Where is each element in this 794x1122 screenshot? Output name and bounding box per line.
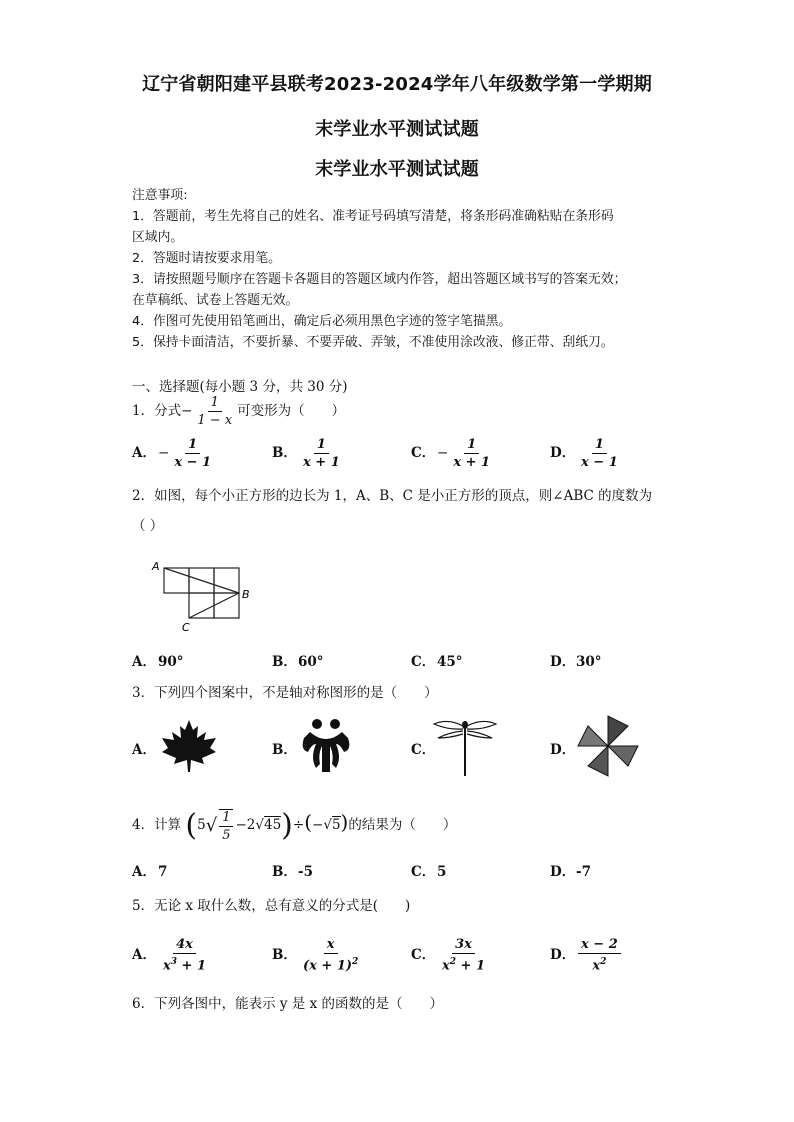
q4-option-b[interactable] bbox=[272, 860, 313, 880]
denominator: 5 bbox=[222, 827, 231, 843]
numerator: 4x bbox=[173, 937, 196, 954]
denominator: $x^2$ bbox=[592, 957, 607, 974]
fraction bbox=[171, 437, 214, 470]
notice-heading: 注意事项: bbox=[132, 188, 188, 203]
option-label: A． bbox=[132, 654, 156, 670]
fraction bbox=[578, 437, 621, 470]
option-label: B． bbox=[272, 946, 297, 963]
numerator: 1 bbox=[592, 437, 607, 454]
denominator: x + 1 bbox=[303, 455, 340, 470]
q5-option-a[interactable] bbox=[132, 937, 211, 973]
point-c-label: C bbox=[182, 621, 190, 634]
q4-option-d[interactable] bbox=[550, 860, 591, 880]
option-label: D． bbox=[550, 742, 576, 758]
q5-option-b[interactable] bbox=[272, 937, 363, 973]
option-value: 45° bbox=[437, 654, 463, 670]
option-value: -5 bbox=[298, 864, 313, 880]
denominator: $x^3 + 1$ bbox=[163, 957, 207, 974]
q4-option-a[interactable] bbox=[132, 860, 167, 880]
numerator: 3x bbox=[452, 937, 475, 954]
numerator: x − 2 bbox=[578, 937, 621, 954]
notice-item: 4．作图可先使用铅笔画出，确定后必须用黑色字迹的签字笔描黑。 bbox=[132, 314, 512, 329]
notice-item: 3．请按照题号顺序在答题卡各题目的答题区域内作答，超出答题区域书写的答案无效； bbox=[132, 272, 627, 287]
fraction bbox=[450, 437, 493, 470]
option-value: 7 bbox=[158, 864, 168, 880]
option-label: C． bbox=[411, 946, 436, 963]
question-3: 3．下列四个图案中，不是轴对称图形的是（ ） bbox=[132, 685, 438, 701]
question-2-paren: （ ） bbox=[132, 518, 164, 534]
numerator: 1 bbox=[185, 437, 200, 454]
radicand: 45 bbox=[263, 817, 282, 833]
numerator: 1 bbox=[208, 395, 222, 412]
option-value: 30° bbox=[576, 654, 602, 670]
option-value: 60° bbox=[298, 654, 324, 670]
fraction bbox=[160, 937, 209, 973]
minus-sign: − bbox=[158, 445, 170, 461]
option-label: A． bbox=[132, 946, 156, 963]
option-label: C． bbox=[411, 864, 436, 880]
maple-leaf-icon bbox=[158, 718, 220, 774]
option-value: 5 bbox=[437, 864, 447, 880]
question-4-suffix: 的结果为（ ） bbox=[348, 817, 457, 833]
question-1-prefix: 1．分式 bbox=[132, 403, 182, 419]
numerator: x bbox=[324, 937, 338, 954]
fraction bbox=[194, 395, 235, 428]
flower-emblem-icon bbox=[296, 716, 356, 778]
option-label: B． bbox=[272, 742, 297, 758]
question-4 bbox=[132, 808, 456, 843]
notice-item: 在草稿纸、试卷上答题无效。 bbox=[132, 293, 299, 308]
section-heading: 一、选择题(每小题 3 分，共 30 分) bbox=[132, 379, 348, 395]
dragonfly-icon bbox=[430, 716, 500, 778]
denominator: 1 − x bbox=[197, 413, 233, 428]
paren-open: ( bbox=[304, 810, 313, 834]
question-2: 2．如图，每个小正方形的边长为 1，A、B、C 是小正方形的顶点，则∠ABC 的度数为 bbox=[132, 488, 653, 504]
q1-option-c[interactable] bbox=[411, 437, 495, 470]
exam-title-line2: 末学业水平测试试题 bbox=[315, 119, 479, 140]
point-a-label: A bbox=[152, 560, 160, 573]
notice-item: 区域内。 bbox=[132, 230, 184, 245]
option-label: B． bbox=[272, 864, 297, 880]
exam-title-line3: 末学业水平测试试题 bbox=[315, 159, 479, 180]
option-label: A． bbox=[132, 742, 156, 758]
option-value: -7 bbox=[576, 864, 591, 880]
q2-option-d[interactable] bbox=[550, 650, 602, 670]
question-6: 6．下列各图中，能表示 y 是 x 的函数的是（ ） bbox=[132, 996, 443, 1012]
question-1-suffix: 可变形为（ ） bbox=[237, 403, 346, 419]
q1-option-a[interactable] bbox=[132, 437, 216, 470]
q1-option-b[interactable] bbox=[272, 437, 345, 470]
denominator: x − 1 bbox=[174, 455, 212, 470]
option-label: D． bbox=[550, 654, 576, 670]
numerator: 1 bbox=[219, 810, 233, 827]
numerator: 1 bbox=[314, 437, 329, 454]
paren-open: ( bbox=[185, 808, 198, 843]
notice-item: 5．保持卡面清洁，不要折暴、不要弄破、弄皱，不准使用涂改液、修正带、刮纸刀。 bbox=[132, 335, 614, 350]
option-label: B． bbox=[272, 654, 297, 670]
fraction bbox=[439, 937, 488, 973]
denominator: $(x + 1)^2$ bbox=[303, 957, 359, 974]
grid-square bbox=[214, 593, 239, 618]
fraction bbox=[300, 437, 343, 470]
divide-sign: ÷ bbox=[292, 817, 305, 833]
question-1 bbox=[132, 395, 345, 428]
question-5: 5．无论 x 取什么数，总有意义的分式是( ) bbox=[132, 898, 411, 914]
fraction bbox=[578, 937, 621, 973]
radical-sign: √ bbox=[323, 817, 332, 833]
option-label: A． bbox=[132, 445, 156, 461]
paren-close: ) bbox=[340, 810, 349, 834]
question-4-prefix: 4．计算 bbox=[132, 817, 182, 833]
option-label: C． bbox=[411, 445, 436, 461]
q3-option-b[interactable] bbox=[272, 738, 298, 758]
radicand: 5 bbox=[331, 817, 341, 833]
option-label: D． bbox=[550, 445, 576, 461]
coefficient: 5 bbox=[197, 817, 206, 833]
option-label: D． bbox=[550, 946, 576, 963]
minus-sign: − bbox=[235, 817, 247, 833]
q2-option-b[interactable] bbox=[272, 650, 324, 670]
q5-option-d[interactable] bbox=[550, 937, 623, 973]
option-label: A． bbox=[132, 864, 156, 880]
option-label: B． bbox=[272, 445, 297, 461]
option-value: 90° bbox=[158, 654, 184, 670]
exam-title-line1: 辽宁省朝阳建平县联考2023-2024学年八年级数学第一学期期 bbox=[142, 74, 652, 95]
q4-option-c[interactable] bbox=[411, 860, 446, 880]
q5-option-c[interactable] bbox=[411, 937, 490, 973]
minus-sign: − bbox=[181, 403, 193, 419]
point-b-label: B bbox=[242, 588, 250, 601]
option-label: D． bbox=[550, 864, 576, 880]
grid-square bbox=[189, 593, 214, 618]
paren-close: ) bbox=[281, 808, 293, 843]
minus-sign: − bbox=[312, 817, 324, 833]
minus-sign: − bbox=[437, 445, 449, 461]
coefficient: 2 bbox=[246, 817, 256, 833]
q3-option-d[interactable] bbox=[550, 738, 576, 758]
numerator: 1 bbox=[464, 437, 479, 454]
notice-item: 1．答题前，考生先将自己的姓名、准考证号码填写清楚，将条形码准确粘贴在条形码 bbox=[132, 209, 614, 224]
option-label: C． bbox=[411, 742, 436, 758]
fraction bbox=[300, 937, 361, 973]
denominator: $x^2 + 1$ bbox=[442, 957, 486, 974]
q2-option-c[interactable] bbox=[411, 650, 463, 670]
q3-option-a[interactable] bbox=[132, 738, 158, 758]
radical-sign: √ bbox=[205, 815, 218, 836]
segment-ab bbox=[164, 568, 239, 593]
fraction bbox=[219, 809, 233, 843]
radical-sign: √ bbox=[255, 817, 264, 833]
notice-item: 2．答题时请按要求用笔。 bbox=[132, 251, 281, 266]
q2-option-a[interactable] bbox=[132, 650, 184, 670]
denominator: x − 1 bbox=[581, 455, 618, 470]
pinwheel-icon bbox=[574, 712, 642, 780]
denominator: x + 1 bbox=[453, 455, 491, 470]
q1-option-d[interactable] bbox=[550, 437, 623, 470]
grid-figure bbox=[150, 558, 260, 634]
option-label: C． bbox=[411, 654, 436, 670]
